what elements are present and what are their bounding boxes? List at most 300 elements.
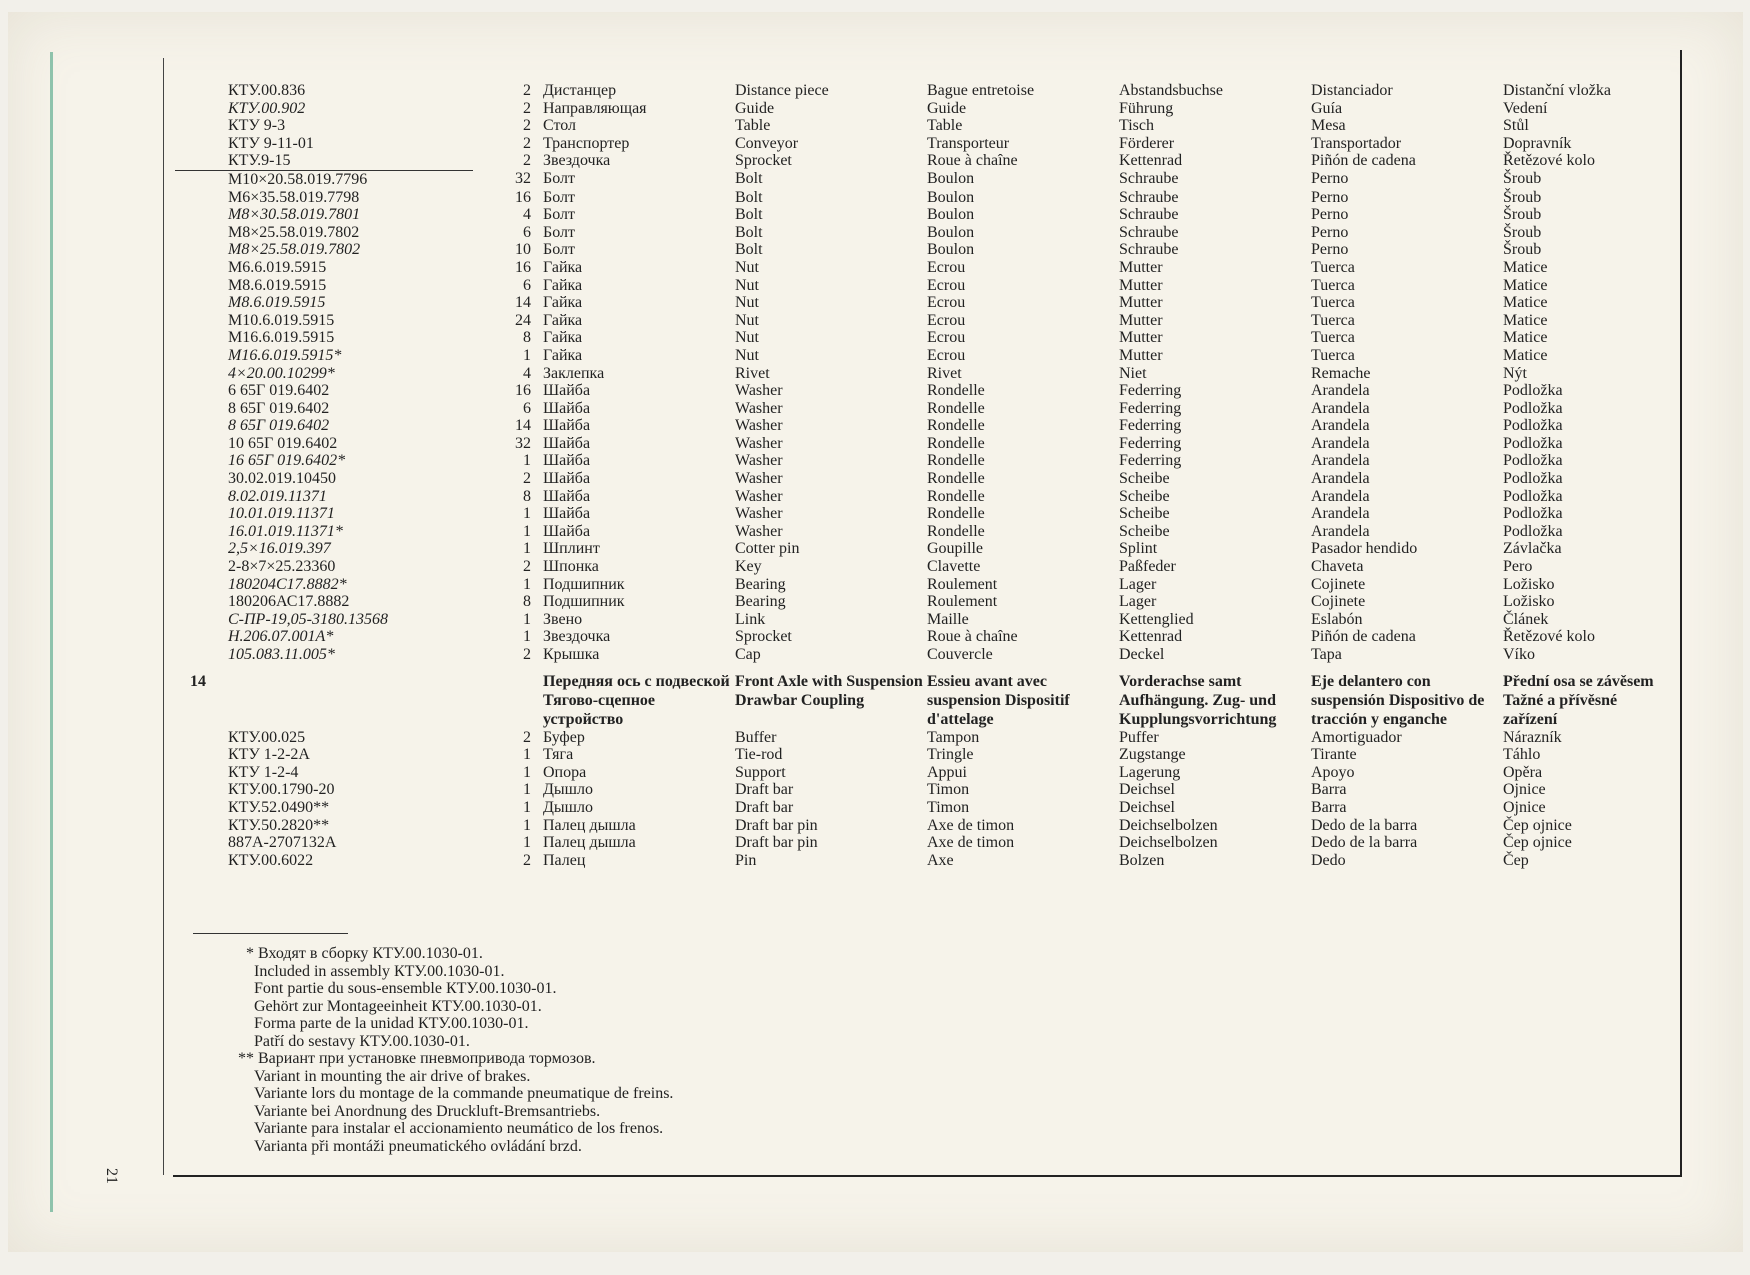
- part-name-es: Arandela: [1311, 417, 1370, 435]
- table-row: [175, 834, 1673, 852]
- part-name-ru: Болт: [543, 170, 575, 188]
- table-row: [175, 135, 1673, 153]
- part-qty: 1: [523, 452, 531, 470]
- part-name-fr: Bague entretoise: [927, 82, 1035, 99]
- part-name-ru: Подшипник: [543, 575, 625, 593]
- part-name-de: Kettenrad: [1119, 628, 1183, 646]
- part-name-de: Kettenrad: [1119, 152, 1183, 170]
- part-qty: 2: [523, 470, 531, 488]
- group-title-es: Eje delantero con suspensión Dispositivo de tracción y enganche: [1311, 672, 1485, 728]
- footnote-2: [238, 1050, 674, 1155]
- part-name-ru: Шплинт: [543, 540, 600, 558]
- part-name-cs: Šroub: [1503, 188, 1542, 206]
- part-qty: 1: [523, 816, 531, 834]
- part-qty: 10: [515, 241, 531, 259]
- part-name-fr: Rivet: [927, 364, 962, 382]
- part-name-fr: Rondelle: [927, 522, 985, 540]
- part-code: М8.6.019.5915: [228, 276, 327, 294]
- part-name-ru: Шайба: [543, 452, 591, 470]
- part-qty: 2: [523, 728, 531, 746]
- part-qty: 1: [523, 540, 531, 558]
- part-name-fr: Guide: [927, 99, 967, 117]
- part-name-cs: Podložka: [1503, 470, 1563, 488]
- part-name-ru: Гайка: [543, 346, 583, 364]
- part-name-en: Bearing: [735, 593, 786, 611]
- part-name-de: Schraube: [1119, 241, 1179, 259]
- part-code: КТУ.00.025: [228, 728, 306, 746]
- part-name-fr: Timon: [927, 798, 970, 816]
- part-name-ru: Шайба: [543, 399, 591, 417]
- footnote-mark-1: *: [246, 945, 254, 962]
- part-name-fr: Maille: [927, 610, 969, 628]
- part-name-en: Link: [735, 610, 766, 628]
- part-qty: 16: [515, 382, 531, 400]
- part-name-en: Draft bar pin: [735, 834, 818, 852]
- part-name-de: Lager: [1119, 575, 1157, 593]
- part-code: 16 65Г 019.6402*: [228, 452, 346, 470]
- part-code: 10.01.019.11371: [228, 505, 335, 523]
- part-name-ru: Звездочка: [543, 152, 611, 170]
- group-title-ru: Передняя ось с подвеской Тягово-сцепное устройство: [543, 672, 730, 728]
- part-code: 887А-2707132А: [228, 834, 337, 852]
- part-code: М6×35.58.019.7798: [228, 188, 360, 206]
- part-qty: 2: [523, 82, 531, 99]
- table-row: [175, 576, 1673, 594]
- part-name-de: Mutter: [1119, 276, 1163, 294]
- table-row: [175, 277, 1673, 295]
- part-name-de: Deichsel: [1119, 781, 1175, 799]
- part-name-ru: Шайба: [543, 434, 591, 452]
- part-name-fr: Rondelle: [927, 399, 985, 417]
- part-name-ru: Направляющая: [543, 99, 647, 117]
- part-name-en: Bolt: [735, 170, 763, 188]
- part-name-de: Kettenglied: [1119, 610, 1194, 628]
- part-name-de: Abstandsbuchse: [1119, 82, 1223, 99]
- part-name-es: Arandela: [1311, 382, 1370, 400]
- part-name-ru: Болт: [543, 206, 575, 224]
- part-name-en: Washer: [735, 470, 783, 488]
- part-name-de: Deichselbolzen: [1119, 816, 1218, 834]
- footnote-line: Вариант при установке пневмопривода тормозов.: [258, 1050, 596, 1067]
- part-qty: 16: [515, 188, 531, 206]
- table-row: [175, 417, 1673, 435]
- part-qty: 4: [523, 364, 531, 382]
- part-name-fr: Boulon: [927, 188, 975, 206]
- part-name-cs: Šroub: [1503, 241, 1542, 259]
- table-row: [175, 558, 1673, 576]
- part-name-fr: Axe de timon: [927, 834, 1015, 852]
- table-row: [175, 628, 1673, 646]
- part-name-ru: Шпонка: [543, 558, 599, 576]
- table-row: [175, 170, 1673, 188]
- part-name-de: Scheibe: [1119, 522, 1170, 540]
- part-name-es: Arandela: [1311, 487, 1370, 505]
- footnote-line: Variante bei Anordnung des Druckluft-Bremsantriebs.: [254, 1102, 601, 1120]
- part-qty: 1: [523, 522, 531, 540]
- table-row: [175, 189, 1673, 207]
- part-qty: 8: [523, 593, 531, 611]
- part-name-es: Tuerca: [1311, 276, 1355, 294]
- table-row: [175, 241, 1673, 259]
- part-name-ru: Гайка: [543, 276, 583, 294]
- part-name-en: Draft bar: [735, 781, 794, 799]
- part-name-es: Chaveta: [1311, 558, 1364, 576]
- part-name-es: Tuerca: [1311, 346, 1355, 364]
- part-code: 180204С17.8882*: [228, 575, 347, 593]
- part-code: КТУ.00.902: [228, 99, 306, 117]
- footnote-1: [246, 945, 673, 1050]
- part-name-ru: Опора: [543, 763, 587, 781]
- part-code: 4×20.00.10299*: [228, 364, 335, 382]
- table-row: [175, 488, 1673, 506]
- part-name-de: Scheibe: [1119, 505, 1170, 523]
- part-name-fr: Ecrou: [927, 294, 966, 312]
- table-row: [175, 470, 1673, 488]
- part-name-es: Mesa: [1311, 117, 1346, 135]
- part-code: КТУ 9-3: [228, 117, 286, 135]
- part-name-en: Nut: [735, 329, 759, 347]
- part-name-cs: Podložka: [1503, 452, 1563, 470]
- group-row: [175, 664, 1673, 729]
- table-row: [175, 100, 1673, 118]
- part-qty: 2: [523, 117, 531, 135]
- part-code: КТУ.00.1790-20: [228, 781, 335, 799]
- part-name-en: Key: [735, 558, 762, 576]
- part-name-cs: Opěra: [1503, 763, 1543, 781]
- part-name-en: Sprocket: [735, 628, 792, 646]
- part-name-ru: Буфер: [543, 728, 585, 746]
- part-name-es: Transportador: [1311, 134, 1402, 152]
- part-name-cs: Šroub: [1503, 170, 1542, 188]
- part-name-es: Cojinete: [1311, 575, 1366, 593]
- part-name-es: Arandela: [1311, 434, 1370, 452]
- part-name-de: Deichselbolzen: [1119, 834, 1218, 852]
- part-name-cs: Matice: [1503, 258, 1548, 276]
- table-row: [175, 746, 1673, 764]
- part-name-fr: Tampon: [927, 728, 980, 746]
- table-row: [175, 435, 1673, 453]
- part-name-en: Nut: [735, 276, 759, 294]
- part-name-fr: Rondelle: [927, 505, 985, 523]
- part-name-de: Führung: [1119, 99, 1174, 117]
- part-qty: 1: [523, 781, 531, 799]
- part-code: КТУ.00.6022: [228, 851, 314, 869]
- part-code: КТУ 9-11-01: [228, 134, 314, 152]
- part-qty: 2: [523, 646, 531, 663]
- part-name-ru: Дышло: [543, 798, 593, 816]
- part-qty: 6: [523, 399, 531, 417]
- part-name-ru: Шайба: [543, 487, 591, 505]
- part-name-fr: Timon: [927, 781, 970, 799]
- part-name-cs: Nýt: [1503, 364, 1527, 382]
- footnote-mark-2: **: [238, 1050, 254, 1067]
- part-name-en: Draft bar pin: [735, 816, 818, 834]
- footnote-line: Varianta při montáži pneumatického ovládání brzd.: [254, 1137, 582, 1155]
- part-code: М8×25.58.019.7802: [228, 241, 361, 259]
- part-name-fr: Clavette: [927, 558, 981, 576]
- table-row: [175, 799, 1673, 817]
- part-name-en: Cotter pin: [735, 540, 800, 558]
- part-name-cs: Čep ojnice: [1503, 816, 1572, 834]
- part-name-de: Mutter: [1119, 258, 1163, 276]
- part-name-cs: Nárazník: [1503, 728, 1562, 746]
- table-row: [175, 540, 1673, 558]
- part-name-ru: Гайка: [543, 258, 583, 276]
- part-name-es: Tirante: [1311, 746, 1357, 764]
- part-name-de: Tisch: [1119, 117, 1154, 135]
- part-name-de: Mutter: [1119, 329, 1163, 347]
- footnote-line: Variante lors du montage de la commande pneumatique de freins.: [254, 1085, 674, 1102]
- part-qty: 14: [515, 294, 531, 312]
- part-name-fr: Transporteur: [927, 134, 1010, 152]
- part-name-en: Nut: [735, 294, 759, 312]
- part-code: 10 65Г 019.6402: [228, 434, 338, 452]
- part-name-de: Federring: [1119, 417, 1182, 435]
- part-name-es: Dedo de la barra: [1311, 834, 1418, 852]
- table-row: [175, 224, 1673, 242]
- part-name-es: Dedo: [1311, 851, 1346, 869]
- part-name-de: Federring: [1119, 399, 1182, 417]
- part-name-en: Nut: [735, 346, 759, 364]
- part-name-ru: Болт: [543, 223, 575, 241]
- part-code: М10.6.019.5915: [228, 311, 335, 329]
- part-name-en: Bolt: [735, 206, 763, 224]
- part-name-fr: Rondelle: [927, 417, 985, 435]
- part-name-de: Paßfeder: [1119, 558, 1176, 576]
- part-name-fr: Roulement: [927, 575, 998, 593]
- part-name-en: Washer: [735, 417, 783, 435]
- part-name-en: Nut: [735, 311, 759, 329]
- part-name-en: Tie-rod: [735, 746, 783, 764]
- part-qty: 2: [523, 851, 531, 869]
- part-name-de: Lagerung: [1119, 763, 1181, 781]
- part-name-ru: Шайба: [543, 522, 591, 540]
- part-name-cs: Matice: [1503, 311, 1548, 329]
- part-name-cs: Podložka: [1503, 434, 1563, 452]
- group-title-en: Front Axle with Suspension Drawbar Coupling: [735, 672, 923, 709]
- part-name-en: Distance piece: [735, 82, 829, 99]
- part-qty: 2: [523, 558, 531, 576]
- part-name-de: Schraube: [1119, 188, 1179, 206]
- part-name-ru: Дистанцер: [543, 82, 617, 99]
- part-code: М16.6.019.5915: [228, 329, 335, 347]
- part-name-es: Tuerca: [1311, 311, 1355, 329]
- part-name-en: Washer: [735, 452, 783, 470]
- part-name-cs: Čep: [1503, 851, 1529, 869]
- part-name-de: Schraube: [1119, 206, 1179, 224]
- part-code: КТУ 1-2-4: [228, 763, 299, 781]
- part-code: М8.6.019.5915: [228, 294, 326, 312]
- part-name-ru: Гайка: [543, 311, 583, 329]
- part-code: КТУ.52.0490**: [228, 798, 330, 816]
- part-name-cs: Podložka: [1503, 505, 1563, 523]
- part-name-fr: Ecrou: [927, 329, 966, 347]
- part-name-cs: Podložka: [1503, 399, 1563, 417]
- part-name-en: Washer: [735, 522, 783, 540]
- part-name-fr: Rondelle: [927, 382, 985, 400]
- frame-left-line: [163, 58, 164, 1175]
- part-name-fr: Couvercle: [927, 646, 993, 663]
- table-row: [175, 817, 1673, 835]
- part-name-es: Pasador hendido: [1311, 540, 1418, 558]
- part-name-fr: Roue à chaîne: [927, 628, 1018, 646]
- part-code: М16.6.019.5915*: [228, 346, 342, 364]
- part-name-cs: Ojnice: [1503, 781, 1546, 799]
- table-row: [175, 82, 1673, 100]
- part-code: 2,5×16.019.397: [228, 540, 331, 558]
- part-qty: 2: [523, 99, 531, 117]
- part-name-en: Washer: [735, 382, 783, 400]
- part-name-de: Lager: [1119, 593, 1157, 611]
- table-row: [175, 312, 1673, 330]
- part-code: КТУ.50.2820**: [228, 816, 330, 834]
- part-name-cs: Víko: [1503, 646, 1535, 663]
- part-name-en: Washer: [735, 505, 783, 523]
- part-code: 2-8×7×25.23360: [228, 558, 336, 576]
- part-name-ru: Болт: [543, 241, 575, 259]
- part-qty: 1: [523, 834, 531, 852]
- part-code: 8 65Г 019.6402: [228, 417, 330, 435]
- part-name-es: Arandela: [1311, 452, 1370, 470]
- part-name-cs: Řetězové kolo: [1503, 628, 1595, 646]
- part-qty: 1: [523, 505, 531, 523]
- footnote-line: Variante para instalar el accionamiento neumático de los frenos.: [254, 1120, 664, 1137]
- part-name-fr: Ecrou: [927, 346, 966, 364]
- part-qty: 32: [515, 170, 531, 188]
- table-row: [175, 729, 1673, 747]
- part-name-ru: Болт: [543, 188, 575, 206]
- part-code: 180206АС17.8882: [228, 593, 350, 611]
- part-name-es: Arandela: [1311, 470, 1370, 488]
- part-name-fr: Ecrou: [927, 276, 966, 294]
- part-qty: 8: [523, 487, 531, 505]
- parts-list-group-14: [175, 729, 1673, 870]
- part-name-ru: Стол: [543, 117, 577, 135]
- table-row: [175, 505, 1673, 523]
- part-code: М8×30.58.019.7801: [228, 206, 361, 224]
- part-name-ru: Заклепка: [543, 364, 605, 382]
- part-name-de: Federring: [1119, 382, 1182, 400]
- page-number: 21: [103, 1168, 120, 1184]
- part-name-ru: Звено: [543, 610, 583, 628]
- part-name-en: Cap: [735, 646, 761, 663]
- part-name-fr: Boulon: [927, 206, 975, 224]
- part-name-cs: Čep ojnice: [1503, 834, 1572, 852]
- part-name-cs: Řetězové kolo: [1503, 152, 1595, 170]
- part-name-en: Sprocket: [735, 152, 792, 170]
- part-qty: 1: [523, 746, 531, 764]
- part-name-en: Draft bar: [735, 798, 794, 816]
- part-name-ru: Дышло: [543, 781, 593, 799]
- part-name-fr: Axe: [927, 851, 954, 869]
- part-name-de: Förderer: [1119, 134, 1175, 152]
- part-name-en: Pin: [735, 851, 757, 869]
- part-code: 8.02.019.11371: [228, 487, 327, 505]
- part-code: М8×25.58.019.7802: [228, 223, 360, 241]
- part-qty: 1: [523, 610, 531, 628]
- part-name-es: Perno: [1311, 223, 1349, 241]
- part-name-de: Scheibe: [1119, 470, 1170, 488]
- part-name-ru: Шайба: [543, 505, 591, 523]
- part-code: Н.206.07.001А*: [228, 628, 334, 646]
- binding-edge: [50, 52, 53, 1212]
- table-row: [175, 117, 1673, 135]
- frame-bottom-line: [173, 1175, 1682, 1177]
- part-name-de: Deichsel: [1119, 798, 1175, 816]
- part-name-de: Puffer: [1119, 728, 1159, 746]
- part-name-es: Tuerca: [1311, 258, 1355, 276]
- part-qty: 1: [523, 346, 531, 364]
- part-name-ru: Шайба: [543, 382, 591, 400]
- part-name-es: Perno: [1311, 188, 1349, 206]
- part-name-es: Barra: [1311, 781, 1347, 799]
- table-row: [175, 523, 1673, 541]
- group-title-cs: Přední osa se závěsem Tažné a přívěsné zařízení: [1503, 672, 1654, 728]
- part-name-cs: Šroub: [1503, 223, 1542, 241]
- part-name-cs: Matice: [1503, 294, 1548, 312]
- part-name-en: Bolt: [735, 188, 763, 206]
- table-row: [175, 152, 1673, 170]
- part-name-en: Nut: [735, 258, 759, 276]
- part-name-es: Arandela: [1311, 522, 1370, 540]
- group-header: [175, 664, 1673, 729]
- part-name-en: Bearing: [735, 575, 786, 593]
- part-name-cs: Dopravník: [1503, 134, 1572, 152]
- table-row: [175, 593, 1673, 611]
- part-code: 105.083.11.005*: [228, 646, 335, 663]
- part-name-cs: Ložisko: [1503, 575, 1555, 593]
- part-name-fr: Goupille: [927, 540, 983, 558]
- table-row: [175, 329, 1673, 347]
- part-name-de: Bolzen: [1119, 851, 1165, 869]
- table-row: [175, 347, 1673, 365]
- table-row: [175, 452, 1673, 470]
- part-name-cs: Stůl: [1503, 117, 1529, 135]
- part-name-es: Eslabón: [1311, 610, 1363, 628]
- part-name-de: Mutter: [1119, 346, 1163, 364]
- part-name-fr: Roue à chaîne: [927, 152, 1018, 170]
- part-code: 30.02.019.10450: [228, 470, 336, 488]
- part-name-en: Washer: [735, 487, 783, 505]
- group-title-de: Vorderachse samt Aufhängung. Zug- und Kupplungsvorrichtung: [1119, 672, 1277, 728]
- part-name-cs: Závlačka: [1503, 540, 1562, 558]
- part-name-de: Schraube: [1119, 170, 1179, 188]
- part-name-fr: Table: [927, 117, 963, 135]
- table-row: [175, 764, 1673, 782]
- part-name-es: Amortiguador: [1311, 728, 1402, 746]
- footnote-line: Included in assembly КТУ.00.1030-01.: [254, 962, 505, 980]
- part-name-cs: Šroub: [1503, 206, 1542, 224]
- part-name-ru: Транспортер: [543, 134, 630, 152]
- part-name-fr: Rondelle: [927, 434, 985, 452]
- part-qty: 1: [523, 798, 531, 816]
- part-name-en: Conveyor: [735, 134, 799, 152]
- part-name-fr: Tringle: [927, 746, 974, 764]
- part-name-fr: Roulement: [927, 593, 998, 611]
- part-code: С-ПР-19,05-3180.13568: [228, 610, 388, 628]
- part-name-es: Tapa: [1311, 646, 1342, 663]
- part-name-en: Buffer: [735, 728, 777, 746]
- part-name-es: Remache: [1311, 364, 1371, 382]
- footnote-line: Входят в сборку КТУ.00.1030-01.: [258, 945, 483, 962]
- part-name-en: Washer: [735, 399, 783, 417]
- footnote-line: Patří do sestavy КТУ.00.1030-01.: [254, 1032, 470, 1050]
- part-qty: 2: [523, 152, 531, 170]
- part-qty: 2: [523, 134, 531, 152]
- part-qty: 4: [523, 206, 531, 224]
- part-name-fr: Boulon: [927, 241, 975, 259]
- part-name-ru: Подшипник: [543, 593, 625, 611]
